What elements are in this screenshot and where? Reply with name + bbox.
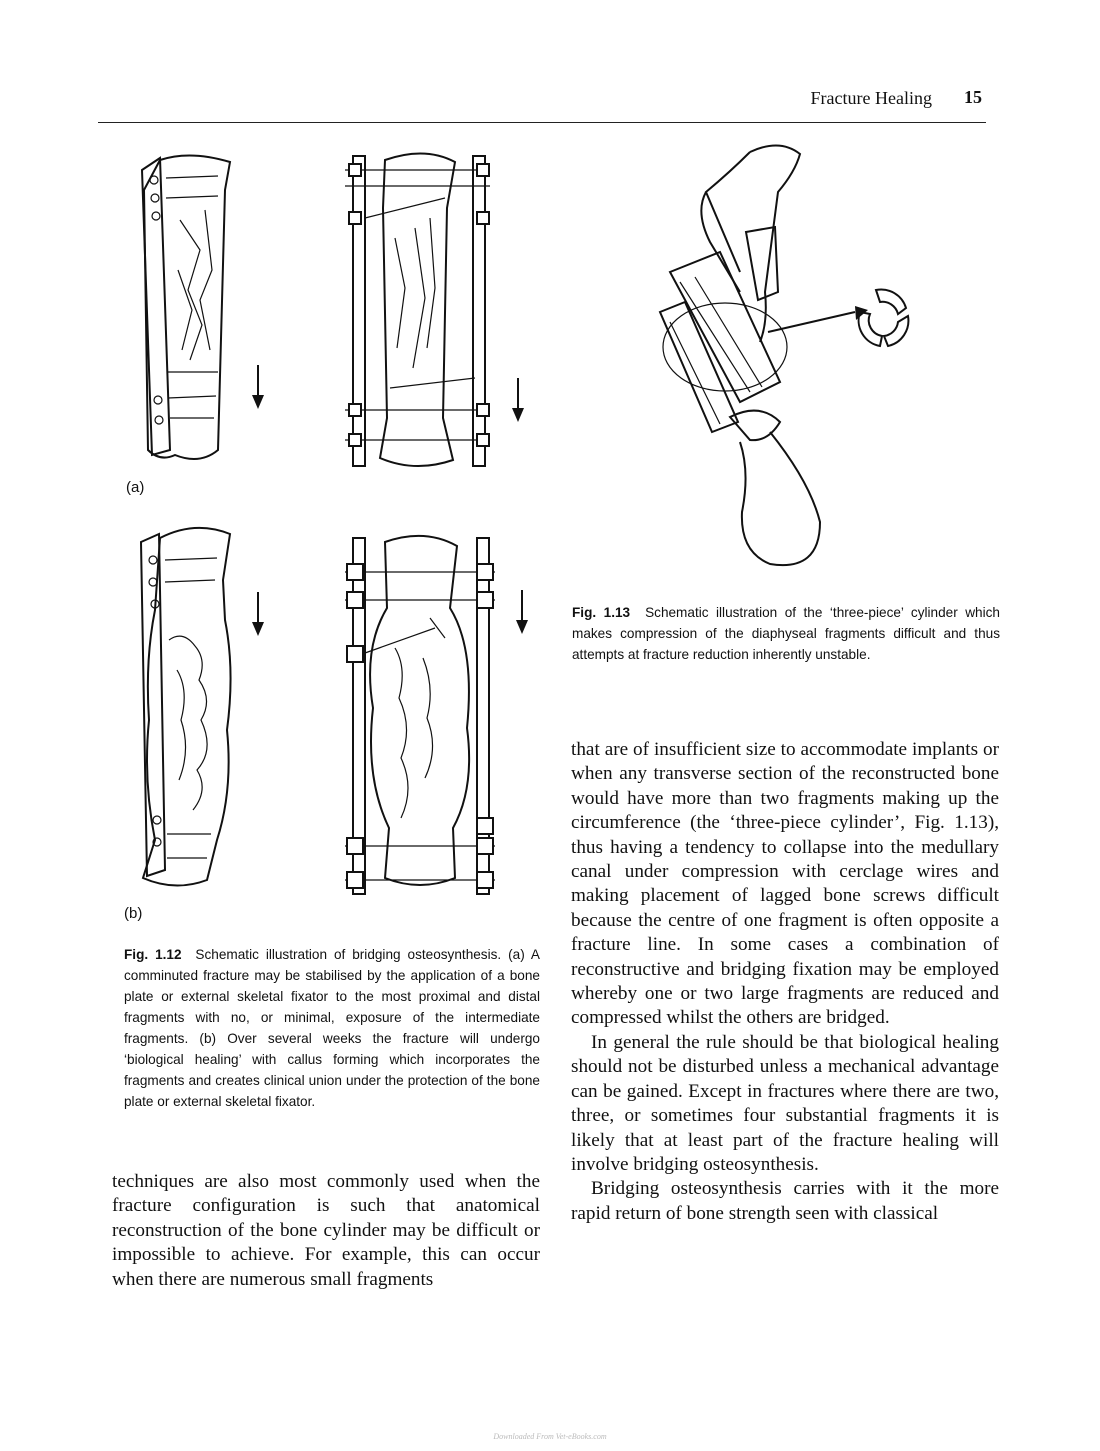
right-column-text [571,738,999,1226]
fig12-caption [124,944,540,1112]
running-head: Fracture Healing [810,88,932,108]
left-column-paragraph-1: techniques are also most commonly used when the fracture configuration is such that anatomical reconstruction of the bone cylinder may be difficult or impossible to achieve. For example, this can occur when there are numerous small fragments [112,1171,540,1290]
page-number: 15 [964,87,982,107]
fig12a-arrow-1 [250,365,266,411]
fig12a-arrow-2 [510,378,526,424]
fig13-caption [572,602,1000,665]
fig12a-plate-drawing [130,150,240,470]
footer-watermark: Downloaded From Vet-eBooks.com [493,1432,607,1441]
fig12-caption-text: Schematic illustration of bridging osteosynthesis. (a) A comminuted fracture may be stabilised by the application of a bone plate or external skeletal fixator to the most proximal and distal fragments with no, or minimal, exposure of the intermediate fragments. (b) Over several weeks the fracture will undergo ‘biological healing’ with callus forming which incorporates the fragments and creates clinical union under the protection of the bone plate or external skeletal fixator. [124,947,540,1109]
fig12-label-a: (a) [126,479,145,496]
right-column-paragraph-1: that are of insufficient size to accommodate implants or when any transverse section of the reconstructed bone would have more than two fragments making up the circumference (the ‘three-piece cylinder’, Fig. 1.13), thus having a tendency to collapse into the medullary canal under compression with cerclage wires and making placement of lagged bone screws difficult because the centre of one fragment is often opposite a fracture line. In some cases a combination of reconstructive and bridging fixation may be employed whereby one or two large fragments are reduced and compressed whilst the others are bridged. [571,739,999,1029]
right-column-paragraph-2: In general the rule should be that biological healing should not be disturbed unless a mechanical advantage can be gained. Except in fractures where there are two, three, or sometimes four substantial fragments it is likely that at least part of the fracture healing will involve bridging osteosynthesis. [571,1031,999,1175]
fig12b-arrow-1 [250,592,266,638]
fig12b-plate-drawing [125,520,245,890]
right-column-paragraph-3: Bridging osteosynthesis carries with it the more rapid return of bone strength seen with classical [571,1178,999,1224]
fig12a-fixator-drawing [335,148,495,478]
fig13-caption-text: Schematic illustration of the ‘three-piece’ cylinder which makes compression of the diaphyseal fragments difficult and thus attempts at fracture reduction inherently unstable. [572,605,1000,662]
fig12-label-b: (b) [124,905,143,922]
page-header [98,86,986,123]
fig13-caption-number: Fig. 1.13 [572,605,631,620]
fig12b-fixator-drawing [335,528,510,900]
fig12-caption-number: Fig. 1.12 [124,947,182,962]
fig12b-arrow-2 [514,590,530,636]
fig13-three-piece-cylinder-drawing [650,132,930,592]
left-column-text [112,1170,540,1292]
